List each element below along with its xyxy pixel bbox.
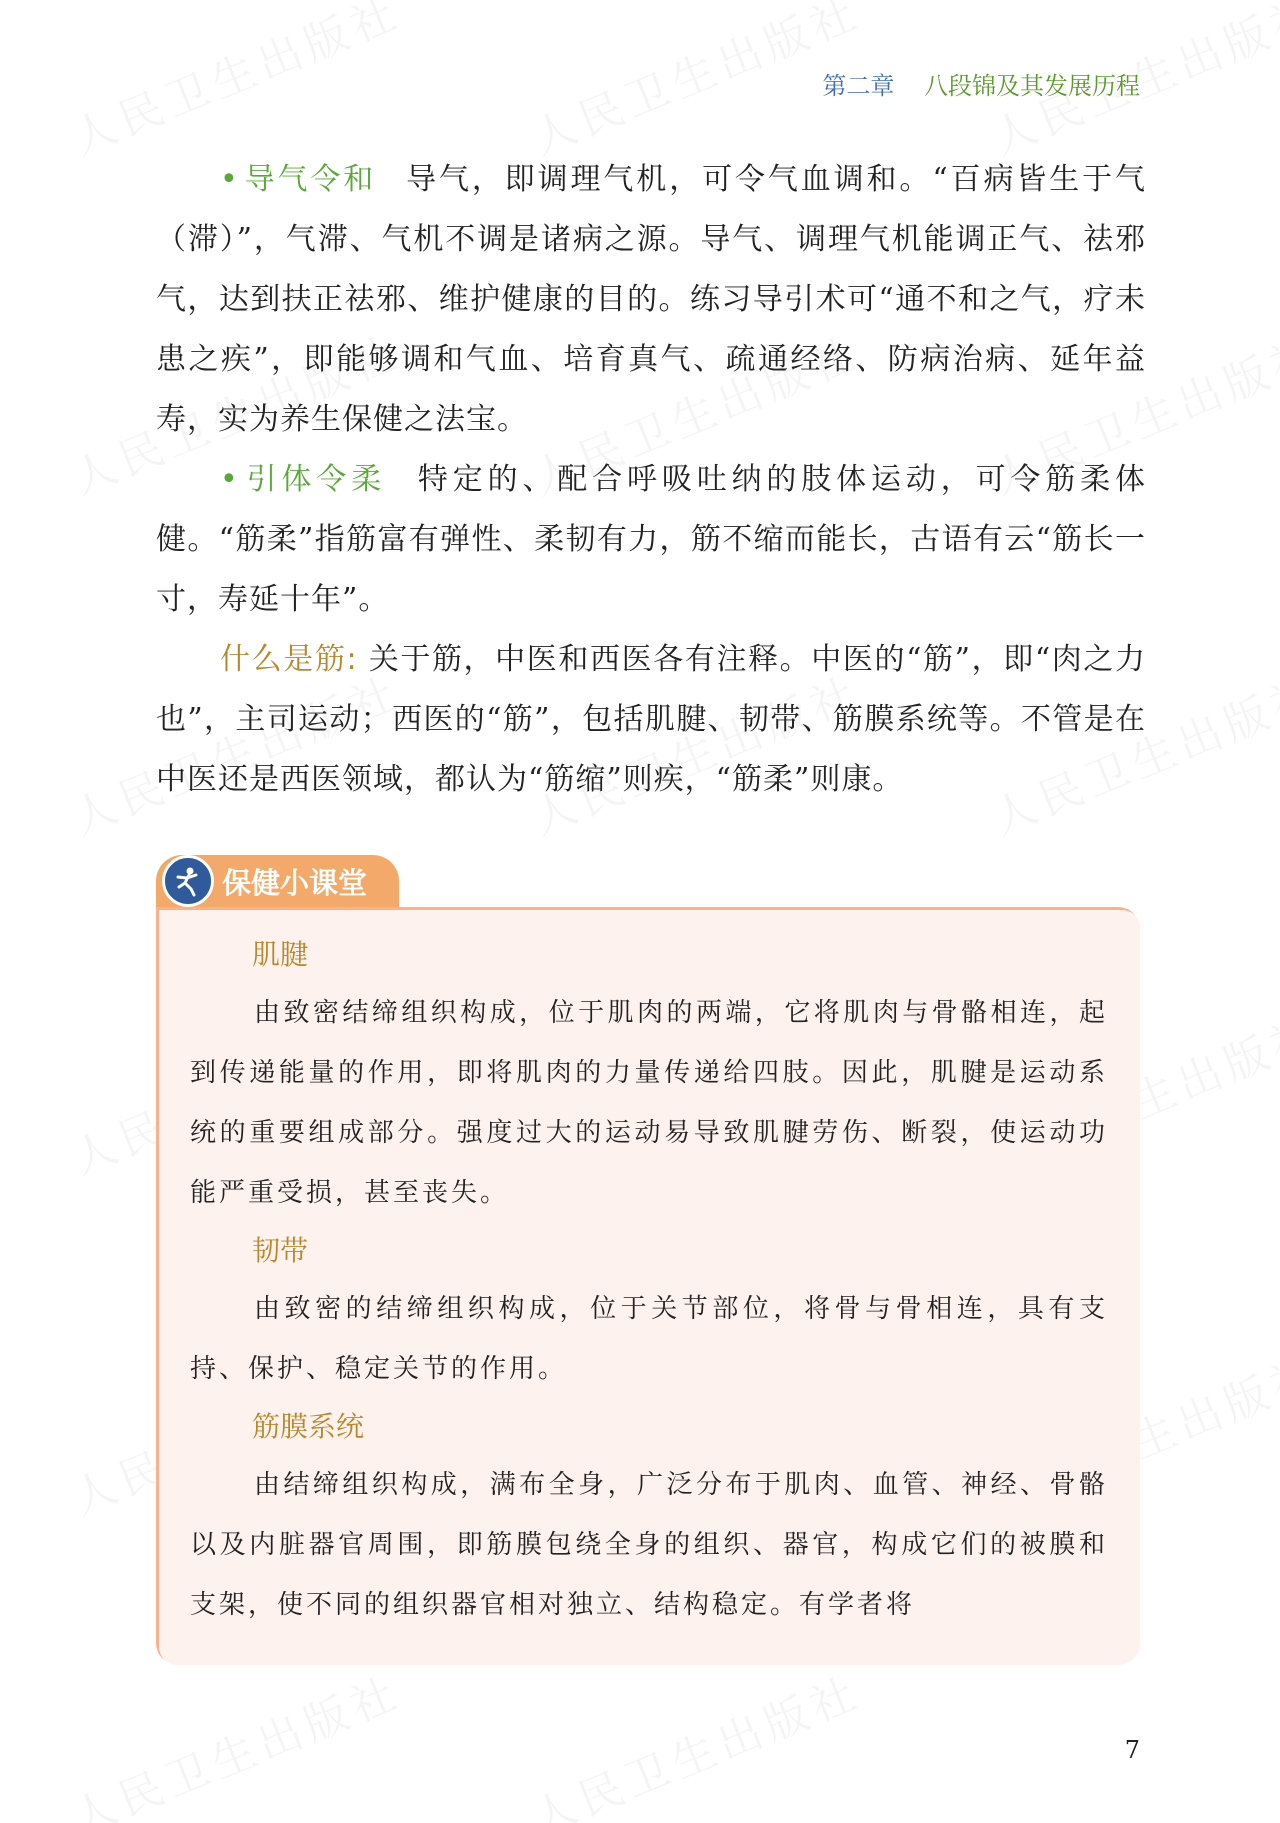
paragraph-text: 特定的、配合呼吸吐纳的肢体运动，可令筋柔体健。“筋柔”指筋富有弹性、柔韧有力，筋不缩而能长，古语有云“筋长一寸，寿延十年”。 [156, 462, 1147, 617]
taichi-figure-icon [162, 855, 214, 907]
watermark-text [61, 1657, 409, 1823]
box-tab-label: 保健小课堂 [222, 865, 368, 900]
section-heading: 韧带 [252, 1234, 309, 1267]
health-class-box [156, 855, 1140, 1665]
section-text: 由结缔组织构成，满布全身，广泛分布于肌肉、血管、神经、骨骼以及内脏器官周围，即筋膜包绕全身的组织、器官，构成它们的被膜和支架，使不同的组织器官相对独立、结构稳定。有学者将 [190, 1470, 1108, 1620]
lead-label: 什么是筋: [220, 642, 358, 677]
section-text: 由致密的结缔组织构成，位于关节部位，将骨与骨相连，具有支持、保护、稳定关节的作用。 [190, 1294, 1108, 1384]
box-body [156, 907, 1140, 1665]
chapter-title: 八段锦及其发展历程 [924, 72, 1140, 100]
box-tab [156, 855, 399, 907]
bullet-heading: • 导气令和 [220, 162, 377, 197]
page-number: 7 [1124, 1736, 1140, 1764]
paragraph-daoqi [156, 150, 1146, 450]
paragraph-text: 导气，即调理气机，可令气血调和。“百病皆生于气（滞）”，气滞、气机不调是诸病之源。导气、调理气机能调正气、祛邪气，达到扶正祛邪、维护健康的目的。练习导引术可“通不和之气，疗未患之疾”，即能够调和气血、培育真气、疏通经络、防病治病、延年益寿，实为养生保健之法宝。 [156, 162, 1147, 437]
running-header [822, 66, 1140, 101]
paragraph-yinti [156, 450, 1146, 630]
section-heading: 筋膜系统 [252, 1410, 365, 1443]
paragraph-what-is-jin [156, 630, 1146, 810]
watermark-text [61, 0, 409, 167]
watermark-text [521, 0, 869, 167]
paragraph-text: 关于筋，中医和西医各有注释。中医的“筋”，即“肉之力也”，主司运动；西医的“筋”，包括肌腱、韧带、筋膜系统等。不管是在中医还是西医领域，都认为“筋缩”则疾，“筋柔”则康。 [156, 642, 1147, 797]
section-heading: 肌腱 [252, 938, 309, 971]
section-text: 由致密结缔组织构成，位于肌肉的两端，它将肌肉与骨骼相连，起到传递能量的作用，即将肌肉的力量传递给四肢。因此，肌腱是运动系统的重要组成部分。强度过大的运动易导致肌腱劳伤、断裂，使运动功能严重受损，甚至丧失。 [190, 998, 1108, 1208]
chapter-label: 第二章 [822, 72, 895, 100]
body-text [156, 150, 1146, 810]
watermark-text [521, 1657, 869, 1823]
bullet-heading: • 引体令柔 [220, 462, 386, 497]
